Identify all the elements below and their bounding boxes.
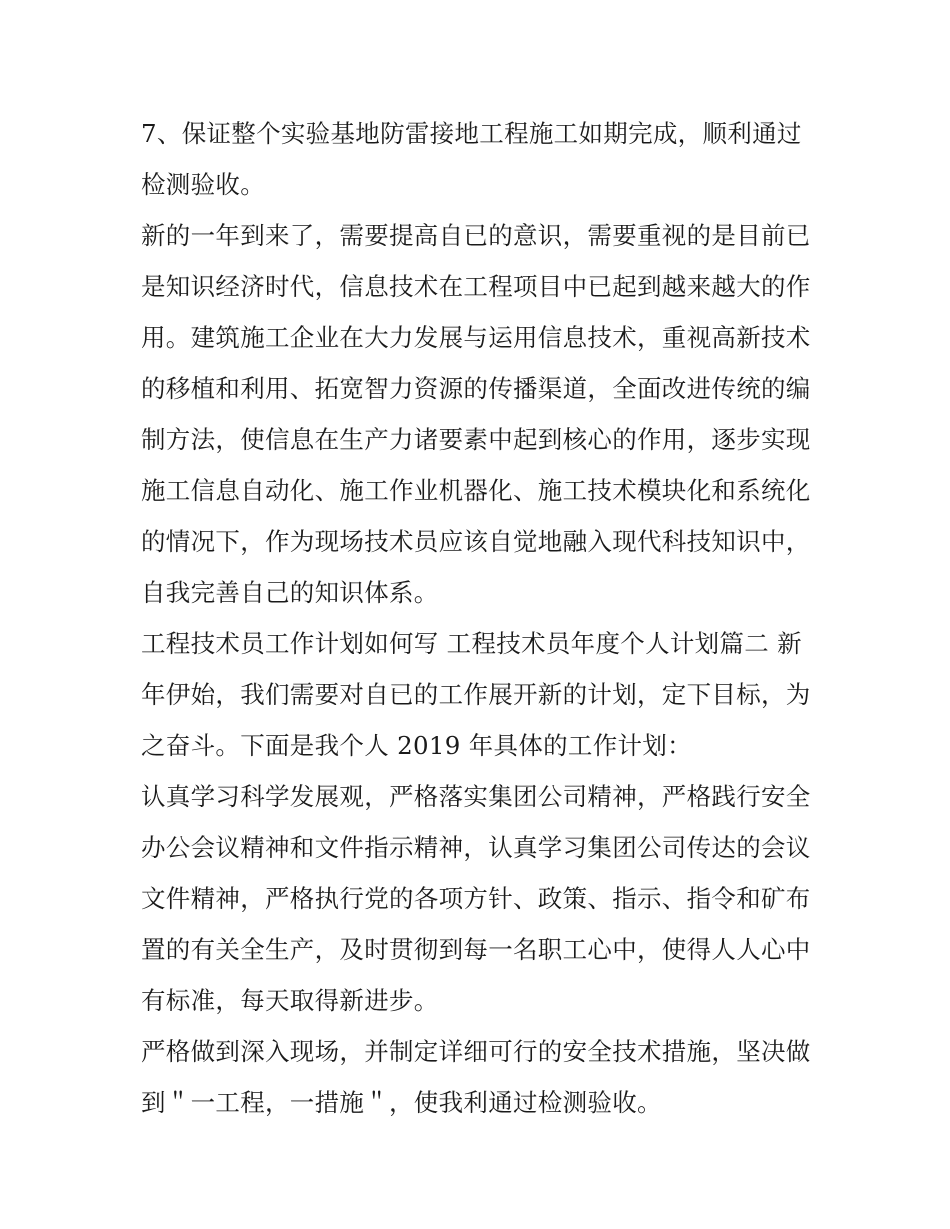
paragraph-plan-intro: 工程技术员工作计划如何写 工程技术员年度个人计划篇二 新年伊始，我们需要对自已的工作展开新的计划，定下目标，为之奋斗。下面是我个人 2019 年具体的工作计划： (141, 629, 811, 760)
paragraph-site-safety: 严格做到深入现场，并制定详细可行的安全技术措施，坚决做到＂一工程，一措施＂，使我利通过检测验收。 (141, 1037, 811, 1117)
paragraph-study-policy: 认真学习科学发展观，严格落实集团公司精神，严格践行安全办公会议精神和文件指示精神，认真学习集团公司传达的会议文件精神，严格执行党的各项方针、政策、指示、指令和矿布置的有关全生产，及时贯彻到每一名职工心中，使得人人心中有标准，每天取得新进步。 (141, 782, 811, 1015)
paragraph-goal-7: 7、保证整个实验基地防雷接地工程施工如期完成，顺利通过检测验收。 (141, 119, 802, 199)
paragraph-information-technology: 新的一年到来了，需要提高自已的意识，需要重视的是目前已是知识经济时代，信息技术在工程项目中已起到越来越大的作用。建筑施工企业在大力发展与运用信息技术，重视高新技术的移植和利用、拓宽智力资源的传播渠道，全面改进传统的编制方法，使信息在生产力诸要素中起到核心的作用，逐步实现施工信息自动化、施工作业机器化、施工技术模块化和系统化的情况下，作为现场技术员应该自觉地融入现代科技知识中，自我完善自己的知识体系。 (141, 221, 811, 607)
document-body (141, 108, 821, 1128)
